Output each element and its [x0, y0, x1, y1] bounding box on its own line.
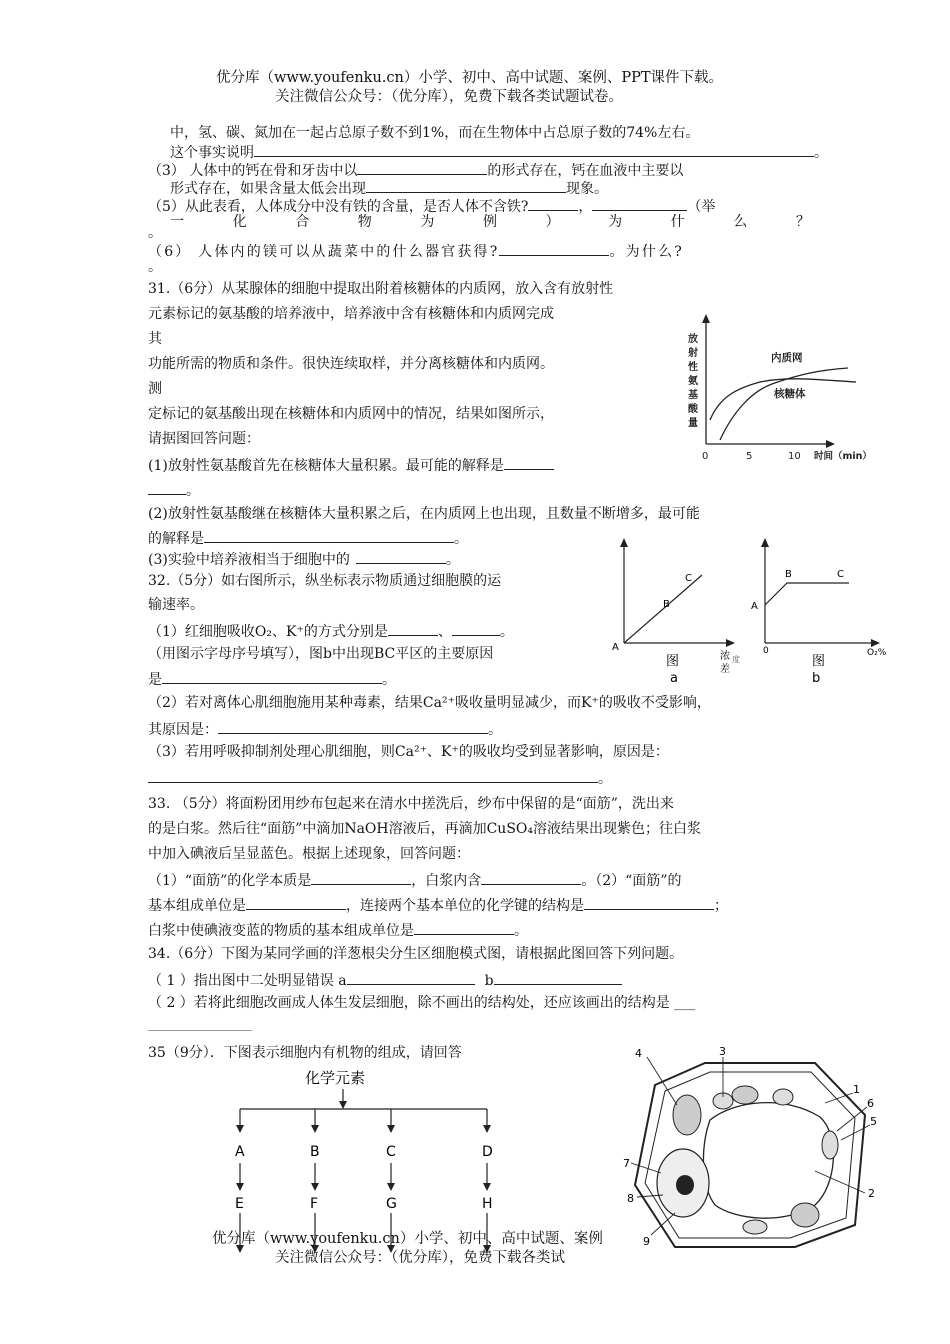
- organelle: [743, 1220, 767, 1234]
- y-label-char: 氨: [688, 376, 698, 387]
- q31-sub-1-cont: 。: [148, 480, 200, 500]
- y-label-char: 量: [688, 418, 698, 429]
- q34-line-1: 34.（6分）下图为某同学画的洋葱根尖分生区细胞模式图，请根据此图回答下列问题。: [148, 946, 684, 962]
- q32-line-4: （用图示字母序号填写），图b中出现BC平区的主要原因: [148, 646, 494, 662]
- q31-sub-3: (3)实验中培养液相当于细胞中的 。: [148, 549, 460, 569]
- q30-6-line-a: （6） 人体内的镁可以从蔬菜中的什么器官获得? 。为什么?: [148, 241, 684, 261]
- figure-a: [608, 535, 748, 685]
- point-b-label: B: [663, 599, 670, 610]
- q32-line-7: 其原因是： 。: [148, 719, 502, 739]
- q31-sub-1: (1)放射性氨基酸首先在核糖体大量积累。最可能的解释是: [148, 455, 554, 475]
- q31-line-5: 测: [148, 381, 162, 397]
- caption-a-letter: a: [670, 671, 678, 685]
- x-axis-label: 时间（min）: [814, 451, 872, 462]
- x-axis-arrow: [826, 440, 835, 448]
- x-label-3: 度: [732, 655, 740, 664]
- footer-line-1: 优分库（www.youfenku.cn）小学、初中、高中试题、案例: [212, 1231, 603, 1247]
- x-tick: 10: [788, 451, 801, 462]
- chloroplast: [673, 1095, 701, 1135]
- point-c-label: C: [685, 573, 692, 584]
- footer-line-2: 关注微信公众号：（优分库），免费下载各类试: [275, 1250, 565, 1266]
- q32-line-2: 输速率。: [148, 597, 204, 613]
- q30-3-line-a: （3） 人体中的钙在骨和牙齿中以 的形式存在，钙在血液中主要以: [148, 160, 683, 180]
- q31-line-2: 元素标记的氨基酸的培养液中，培养液中含有核糖体和内质网完成: [148, 306, 554, 322]
- caption-b-letter: b: [812, 671, 821, 685]
- y-axis-arrow: [761, 538, 769, 547]
- saturation-line: [765, 583, 849, 605]
- label-6: 6: [867, 1097, 874, 1110]
- q34-line-2: （ 1 ）指出图中二处明显错误 a b: [148, 970, 622, 990]
- q32-line-8: （3）若用呼吸抑制剂处理心肌细胞，则Ca²⁺、K⁺的吸收均受到显著影响，原因是：: [148, 744, 669, 760]
- q30-5-line-b: 一 化 合 物 为 例 ） 为 什 么 ？: [170, 214, 810, 230]
- y-axis-arrow: [620, 538, 628, 547]
- caption-b: 图: [812, 654, 826, 669]
- q32-line-9: 。: [148, 768, 612, 788]
- q33-line-4: （1）“面筋”的化学本质是 ，白浆内含 。（2）“面筋”的: [148, 870, 681, 890]
- chloroplast: [791, 1203, 819, 1227]
- point-a-label: A: [751, 601, 758, 612]
- q30-line-b: 这个事实说明 。: [170, 142, 828, 162]
- node-d: D: [482, 1144, 493, 1160]
- x-label-1: 浓: [720, 651, 730, 662]
- q34-line-3: （ 2 ）若将此细胞改画成人体生发层细胞，除不画出的结构处，还应该画出的结构是 ___: [148, 995, 696, 1011]
- q30-5-line-a: （5）从此表看，人体成分中没有铁的含量，是否人体不含铁? ， （举: [148, 196, 715, 216]
- node-a: A: [235, 1144, 245, 1160]
- y-label-char: 酸: [688, 404, 698, 415]
- q30-3-line-b: 形式存在，如果含量太低会出现 现象。: [170, 178, 608, 198]
- q31-line-6: 定标记的氨基酸出现在核糖体和内质网中的情况，结果如图所示，: [148, 406, 554, 422]
- q31-chart: [680, 310, 902, 470]
- node-g: G: [386, 1196, 397, 1212]
- label-1: 1: [853, 1083, 860, 1096]
- er-label: 内质网: [771, 352, 803, 364]
- q32-line-6: （2）若对离体心肌细胞施用某种毒素，结果Ca²⁺吸收量明显减少，而K⁺的吸收不受影响，: [148, 695, 711, 711]
- organelle: [822, 1131, 838, 1159]
- header-line-1: 优分库（www.youfenku.cn）小学、初中、高中试题、案例、PPT课件下载。: [216, 70, 724, 86]
- label-5: 5: [870, 1115, 877, 1128]
- label-7: 7: [623, 1157, 630, 1170]
- node-c: C: [386, 1144, 396, 1160]
- node-h: H: [482, 1196, 493, 1212]
- x-label-2: 差: [720, 664, 730, 675]
- q33-line-6: 白浆中使碘液变蓝的物质的基本组成单位是 。: [148, 920, 528, 940]
- q31-sub-2: (2)放射性氨基酸继在核糖体大量积累之后，在内质网上也出现，且数量不断增多，最可能: [148, 506, 700, 522]
- ribosome-label: 核糖体: [774, 388, 806, 400]
- node-b: B: [310, 1144, 320, 1160]
- q31-line-7: 请据图回答问题：: [148, 431, 260, 447]
- x-axis-label: O₂%: [867, 648, 887, 658]
- label-2: 2: [868, 1187, 875, 1200]
- y-label-char: 射: [688, 348, 698, 359]
- y-label-char: 放: [688, 334, 698, 345]
- vacuole: [703, 1103, 833, 1219]
- q33-line-5: 基本组成单位是 ，连接两个基本单位的化学键的结构是 ；: [148, 895, 728, 915]
- x-axis-arrow: [726, 639, 735, 647]
- y-label-char: 性: [688, 362, 698, 373]
- q33-line-2: 的是白浆。然后往“面筋”中滴加NaOH溶液后，再滴加CuSO₄溶液结果出现紫色；往白浆: [148, 821, 702, 837]
- q30-line-a: 中，氢、碳、氮加在一起占总原子数不到1%，而在生物体中占总原子数的74%左右。: [170, 125, 700, 141]
- q31-sub-2-cont: 的解释是 。: [148, 528, 468, 548]
- point-b-label: B: [785, 569, 792, 580]
- q34-answer-line: [148, 1030, 252, 1031]
- q31-line-4: 功能所需的物质和条件。很快连续取样，并分离核糖体和内质网。: [148, 356, 554, 372]
- q32-line-3: （1）红细胞吸收O₂、K⁺的方式分别是 、 。: [148, 621, 514, 641]
- point-c-label: C: [837, 569, 844, 580]
- caption-a: 图: [666, 654, 680, 669]
- q30-5-line-c: 。: [148, 225, 162, 241]
- figure-b: [745, 535, 895, 685]
- header-line-2: 关注微信公众号：（优分库），免费下载各类试题试卷。: [275, 89, 623, 105]
- q32-line-1: 32.（5分）如右图所示，纵坐标表示物质通过细胞膜的运: [148, 573, 502, 589]
- origin-label: 0: [763, 646, 769, 656]
- nucleolus: [676, 1175, 694, 1195]
- tree-root: 化学元素: [305, 1069, 366, 1087]
- q32-line-5: 是 。: [148, 669, 396, 689]
- q33-line-1: 33. （5分）将面粉团用纱布包起来在清水中搓洗后，纱布中保留的是“面筋”，洗出来: [148, 796, 674, 812]
- x-axis-arrow: [871, 639, 880, 647]
- point-a-label: A: [612, 642, 619, 653]
- q31-line-3: 其: [148, 331, 162, 347]
- label-8: 8: [627, 1192, 634, 1205]
- organelle: [773, 1089, 793, 1105]
- q30-6-line-b: 。: [148, 259, 162, 275]
- plant-cell-diagram: [615, 1045, 895, 1255]
- node-f: F: [310, 1196, 319, 1212]
- x-tick: 5: [746, 451, 753, 462]
- q35-line-1: 35（9分）．下图表示细胞内有机物的组成，请回答: [148, 1045, 462, 1061]
- y-axis-arrow: [702, 314, 710, 323]
- label-9: 9: [643, 1235, 650, 1248]
- q33-line-3: 中加入碘液后呈显蓝色。根据上述现象，回答问题：: [148, 846, 470, 862]
- chloroplast: [732, 1086, 758, 1104]
- y-label-char: 基: [688, 390, 698, 401]
- node-e: E: [235, 1196, 244, 1212]
- x-tick: 0: [702, 451, 709, 462]
- q31-line-1: 31.（6分）从某腺体的细胞中提取出附着核糖体的内质网，放入含有放射性: [148, 281, 614, 297]
- label-4: 4: [635, 1047, 642, 1060]
- label-3: 3: [719, 1045, 726, 1058]
